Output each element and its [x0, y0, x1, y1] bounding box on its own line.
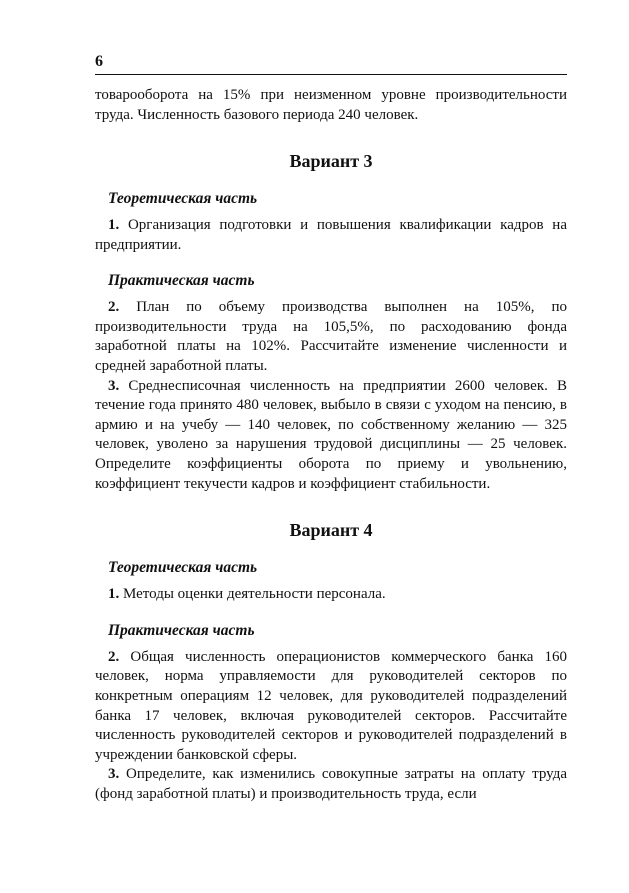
task-number: 1. [108, 586, 120, 603]
variant-4-theory-title: Теоретическая часть [108, 559, 258, 577]
variant-3-practice-task-2 [95, 298, 567, 376]
variant-3-practice-title: Практическая часть [108, 272, 255, 290]
variant-3-title: Вариант 3 [289, 151, 373, 171]
task-text: Организация подготовки и повышения квалификации кадров на предприятии. [95, 217, 567, 253]
variant-4-section [95, 519, 567, 804]
task-number: 3. [108, 377, 120, 394]
task-text: Среднесписочная численность на предприятии 2600 человек. В течение года принято 480 человек, выбыло в связи с уходом на пенсию, в армию и на учебу — 140 человек, по собственному желанию — 325 человек, уволено за нарушения трудовой дисциплины — 25 человек. Определите коэффициенты оборота по приему и увольнению, коэффициент текучести кадров и коэффициент стабильности. [95, 377, 567, 492]
variant-4-practice-task-2 [95, 648, 567, 766]
continuation-paragraph: товарооборота на 15% при неизменном уровне производительности труда. Численность базового периода 240 человек. [95, 87, 567, 123]
variant-3-theory-task-1 [95, 216, 567, 255]
variant-3-theory-title: Теоретическая часть [108, 190, 258, 207]
task-number: 1. [108, 217, 120, 233]
task-text: Общая численность операционистов коммерческого банка 160 человек, норма управляемости для руководителей секторов по конкретным операциям 12 человек, для руководителей подразделений банка 17 человек, включая руководителей секторов. Рассчитайте численность руководителей секторов и руководителей подразделений в учреждении банковской сферы. [95, 648, 568, 763]
variant-4-title: Вариант 4 [289, 520, 373, 541]
variant-4-practice-title: Практическая часть [108, 621, 255, 639]
page-number: 6 [95, 53, 103, 70]
task-text: Методы оценки деятельности персонала. [123, 586, 386, 603]
variant-4-theory-task-1 [95, 585, 567, 605]
page-header [95, 50, 567, 75]
task-text: Определите, как изменились совокупные затраты на оплату труда (фонд заработной платы) и производительность труда, если [95, 766, 568, 802]
document-page [95, 50, 567, 804]
variant-4-practice-task-3 [95, 765, 567, 804]
variant-3-practice-task-3 [95, 377, 567, 495]
task-text: План по объему производства выполнен на 105%, по производительности труда на 105,5%, по расходованию фонда заработной платы на 102%. Рассчитайте изменение численности и средней заработной платы. [95, 299, 567, 374]
variant-3-section [95, 150, 567, 494]
task-number: 2. [108, 648, 120, 665]
task-number: 2. [108, 299, 120, 316]
task-number: 3. [108, 766, 120, 783]
